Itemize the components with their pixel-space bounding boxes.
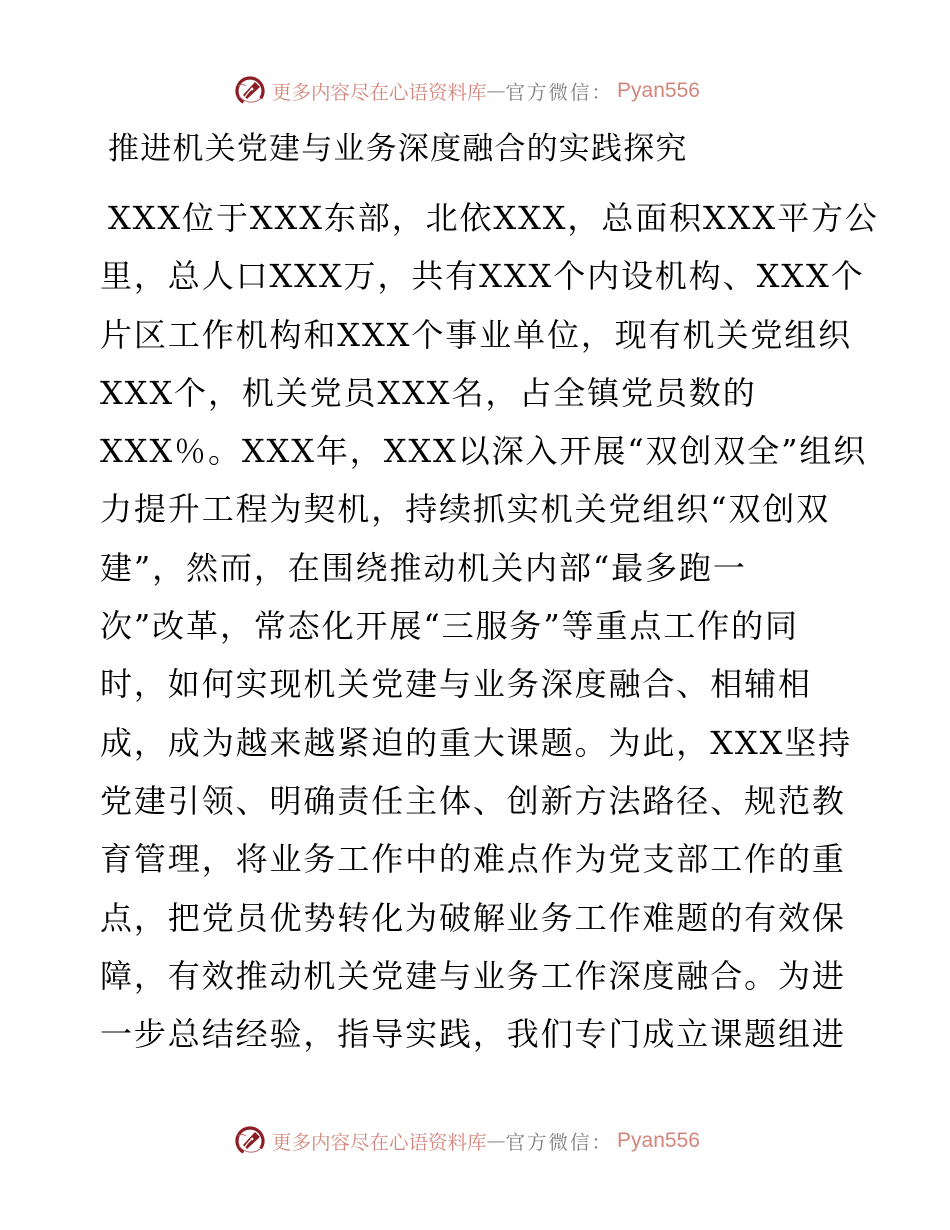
pen-nib-emblem-icon [234,74,268,108]
wechat-label: 官方微信： [505,81,614,104]
banner-dash: — [486,80,506,102]
paragraph-line: 时，如何实现机关党建与业务深度融合、相辅相 [100,665,812,704]
paragraph-line: 成，成为越来越紧迫的重大课题。为此，XXX坚持 [100,723,853,762]
header-banner [234,71,700,111]
paragraph-line: 里，总人口XXX万，共有XXX个内设机构、XXX个 [100,257,865,296]
paragraph-line: 片区工作机构和XXX个事业单位，现有机关党组织 [100,315,853,354]
paragraph-line: XXX个，机关党员XXX名，占全镇党员数的 [100,373,757,412]
wechat-id: Pyan556 [617,1129,700,1152]
paragraph-line: XXX％。XXX年，XXX以深入开展“双创双全”组织 [100,432,868,471]
paragraph-line: 次”改革，常态化开展“三服务”等重点工作的同 [100,607,799,646]
paragraph-line: 党建引领、明确责任主体、创新方法路径、规范教 [100,781,846,820]
paragraph-line: 育管理，将业务工作中的难点作为党支部工作的重 [100,840,846,879]
site-name-text: 更多内容尽在心语资料库 [272,81,487,104]
wechat-label: 官方微信： [505,1131,614,1154]
site-name-text: 更多内容尽在心语资料库 [272,1131,487,1154]
paragraph-line: 一步总结经验，指导实践，我们专门成立课题组进 [100,1015,846,1054]
pen-nib-emblem-icon [234,1124,268,1158]
paragraph-line: 建”，然而，在围绕推动机关内部“最多跑一 [100,548,747,587]
paragraph-line: 点，把党员优势转化为破解业务工作难题的有效保 [100,898,846,937]
wechat-id: Pyan556 [617,79,700,102]
banner-dash: — [486,1130,506,1152]
paragraph-line: 力提升工程为契机，持续抓实机关党组织“双创双 [100,490,831,529]
paragraph-line: XXX位于XXX东部，北依XXX，总面积XXX平方公 [108,199,879,237]
body-paragraph [100,189,879,1063]
footer-banner [234,1121,700,1161]
document-title: 推进机关党建与业务深度融合的实践探究 [108,131,688,167]
paragraph-line: 障，有效推动机关党建与业务工作深度融合。为进 [100,956,846,995]
